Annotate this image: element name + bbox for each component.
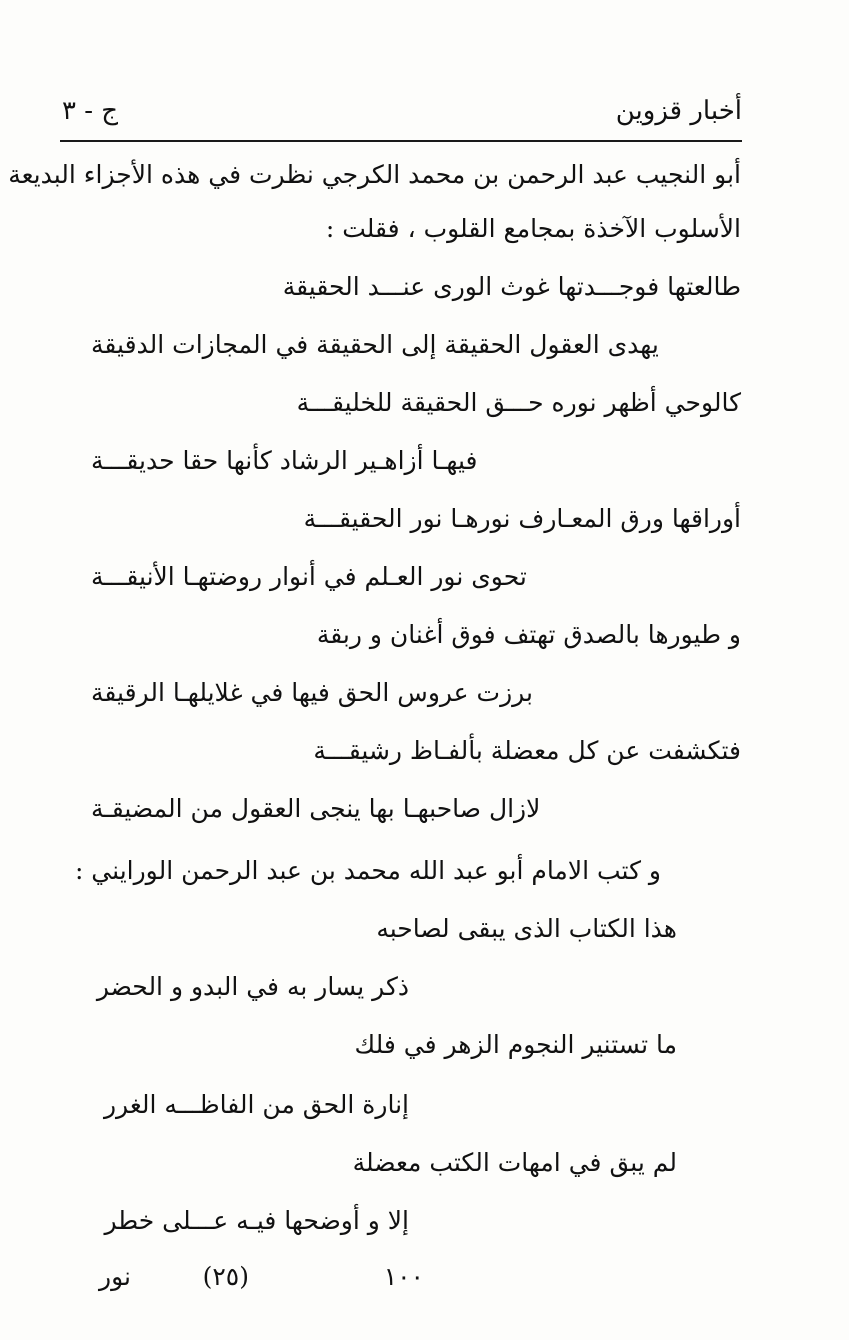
poem-hemistich: تحوى نور العـلم في أنوار روضتهـا الأنيقـــة — [91, 562, 527, 591]
poem-hemistich: برزت عروس الحق فيها في غلايلهـا الرقيقة — [91, 678, 533, 707]
poem-hemistich: ذكر يسار به في البدو و الحضر — [96, 972, 409, 1001]
prose-line: و كتب الامام أبو عبد الله محمد بن عبد الرحمن الورايني : — [74, 856, 661, 885]
poem-hemistich: و طيورها بالصدق تهتف فوق أغنان و ربقة — [316, 620, 741, 649]
poem-hemistich: إلا و أوضحها فيـه عـــلى خطر — [104, 1206, 409, 1235]
page-footer — [0, 1262, 849, 1302]
page-number: ١٠٠ — [383, 1262, 424, 1291]
page-header — [62, 96, 742, 142]
poem-hemistich: فيهـا أزاهـير الرشاد كأنها حقا حديقـــة — [91, 446, 478, 475]
prose-line: الأسلوب الآخذة بمجامع القلوب ، فقلت : — [325, 214, 741, 243]
poem-hemistich: لم يبق في امهات الكتب معضلة — [352, 1148, 677, 1177]
poem-hemistich: هذا الكتاب الذى يبقى لصاحبه — [376, 914, 677, 943]
header-rule — [60, 140, 742, 142]
poem-hemistich: أوراقها ورق المعـارف نورهـا نور الحقيقـــة — [303, 504, 741, 533]
poem-hemistich: لازال صاحبهـا بها ينجى العقول من المضيقـة — [91, 794, 541, 823]
poem-hemistich: فتكشفت عن كل معضلة بألفـاظ رشيقـــة — [313, 736, 741, 765]
poem-hemistich: كالوحي أظهر نوره حـــق الحقيقة للخليقـــة — [296, 388, 741, 417]
poem-hemistich: إنارة الحق من الفاظـــه الغرر — [103, 1090, 409, 1119]
prose-line: أبو النجيب عبد الرحمن بن محمد الكرجي نظرت في هذه الأجزاء البديعة — [8, 160, 741, 189]
signature-word: نور — [99, 1262, 131, 1291]
poem-hemistich: ما تستنير النجوم الزهر في فلك — [354, 1030, 677, 1059]
volume-label: ج - ٣ — [62, 96, 119, 126]
poem-hemistich: يهدى العقول الحقيقة إلى الحقيقة في المجازات الدقيقة — [91, 330, 659, 359]
signature-number: (٢٥) — [202, 1262, 249, 1291]
running-title: أخبار قزوين — [615, 96, 742, 126]
poem-hemistich: طالعتها فوجـــدتها غوث الورى عنـــد الحقيقة — [282, 272, 741, 301]
